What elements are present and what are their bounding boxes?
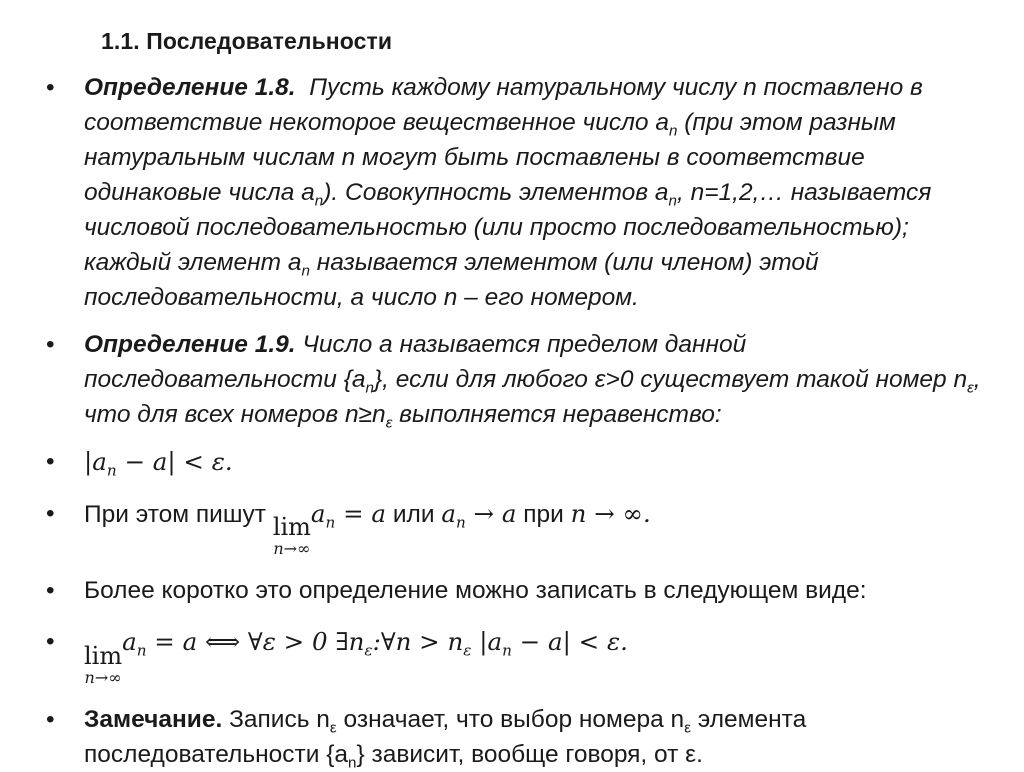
bullet: • <box>46 628 55 656</box>
slide-title: 1.1. Последовательности <box>101 28 393 54</box>
remark: • Замечание. Запись $n_\varepsilon$ означает, что выбор номера $n_\varepsilon$ элемента последовательности $\{a_n\}$ зависит, вообще говоря, от ε. <box>46 702 986 772</box>
bullet: • <box>46 577 55 605</box>
bullet: • <box>46 331 55 358</box>
inequality-formula: $|a_n - a| < \varepsilon$. <box>84 447 233 480</box>
limit-operator: lim n→∞ <box>272 513 311 559</box>
formal-formula: $a_n = a$ ⟺ ∀ε > 0 $\exists n_\varepsilon:\forall n > n_\varepsilon$ $|a_n - a| < \varepsilon$. <box>122 627 628 660</box>
definition-1-8 <box>46 70 986 315</box>
remark-label: Замечание. <box>84 705 223 733</box>
bullet-list <box>46 70 986 772</box>
definition-1-9 <box>46 327 986 432</box>
definition-1-8-text: Определение 1.8. Пусть каждому натуральному числу n поставлено в соответствие некоторое вещественное число $a_n$ (при этом разным натуральным числам n могут быть поставлены в соответствие одинаковые числа $a_n$). Совокупность элементов $a_n$, n=1,2,… называется числовой последовательностью (или просто последовательностью); каждый элемент $a_n$ называется элементом (или членом) этой последовательности, а число n – его номером. <box>84 74 932 311</box>
bullet: • <box>46 500 55 527</box>
inequality <box>46 444 986 480</box>
definition-1-9-text: Определение 1.9. Число a называется пределом данной последовательности $\{a_n\}$, если для любого ε>0 существует такой номер $n_\varepsilon$, что для всех номеров $n\ge n_\varepsilon$ выполняется неравенство: <box>84 331 981 432</box>
short-form-intro: • Более коротко это определение можно записать в следующем виде: <box>46 573 986 608</box>
bullet: • <box>46 448 55 475</box>
bullet: • <box>46 74 55 101</box>
bullet: • <box>46 705 55 733</box>
definition-label: Определение 1.9. <box>84 331 296 358</box>
formal-definition <box>46 624 986 685</box>
limit-operator: lim n→∞ <box>84 641 123 687</box>
limit-notation: • При этом пишут lim n→∞ $a_n = a$ или $a_n \to a$ при n → ∞. <box>46 496 986 557</box>
definition-label: Определение 1.8. <box>84 74 296 101</box>
